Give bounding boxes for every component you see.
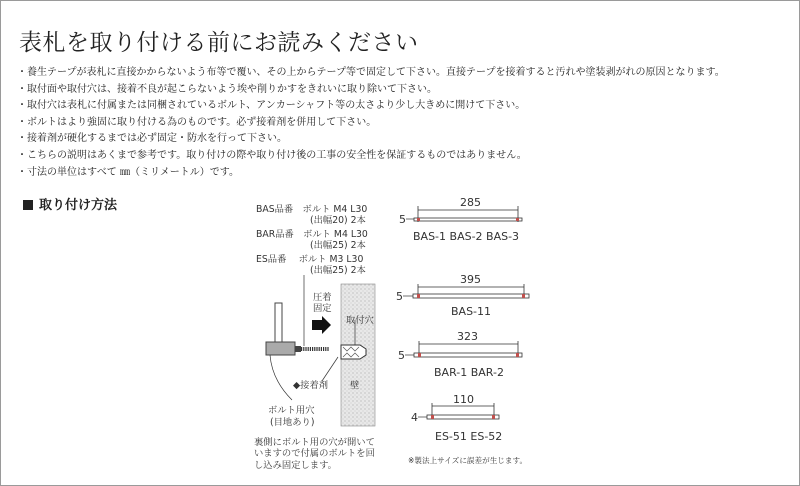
bolt-instruction-line: 裏側にボルト用の穴が開いて: [254, 437, 375, 448]
hole-marker: [431, 415, 434, 419]
bolt-hole-sublabel: (目地あり): [270, 417, 315, 428]
hole-marker: [418, 353, 421, 357]
page-title: 表札を取り付ける前にお読みください: [19, 30, 419, 56]
spec-bar-line1: BAR品番 ボルト M4 L30: [256, 229, 368, 240]
note-item: ・養生テープが表札に直接かからないよう布等で覆い、その上からテープ等で固定して下さい。直接テープを接着すると汚れや塗装剥がれの原因となります。: [17, 67, 725, 78]
fix-label: 固定: [313, 303, 332, 314]
manufacturing-note: ※製法上サイズに誤差が生じます。: [408, 456, 528, 465]
bolt-instruction-line: いますので付属のボルトを回: [254, 448, 375, 460]
model-label-bar: BAR-1 BAR-2: [434, 366, 504, 379]
offset-label-bas11: 5: [396, 290, 403, 303]
hole-marker: [522, 294, 525, 298]
note-item: ・取付穴は表札に付属または同梱されているボルト、アンカーシャフト等の太さより少し大きめに開けて下さい。: [17, 100, 526, 112]
plate-bas: [414, 218, 522, 221]
mount-hole-label: 取付穴: [346, 315, 374, 326]
bolt-hole-label: ボルト用穴: [268, 405, 315, 416]
note-item: ・寸法の単位はすべて ㎜（ミリメートル）です。: [17, 166, 239, 178]
model-label-es: ES-51 ES-52: [435, 430, 503, 443]
hole-marker: [492, 415, 495, 419]
section-heading-text: 取り付け方法: [39, 198, 118, 213]
width-label-110: 110: [453, 393, 474, 406]
offset-label-bas: 5: [399, 213, 406, 226]
offset-label-bar: 5: [398, 349, 405, 362]
width-label-285: 285: [460, 196, 481, 209]
bolt-instruction-line: し込み固定します。: [254, 459, 337, 471]
spec-es-line1: ES品番 ボルト M3 L30: [256, 254, 364, 265]
width-label-395: 395: [460, 273, 481, 286]
offset-label-es: 4: [411, 411, 418, 424]
plate-es: [427, 415, 499, 419]
spec-bar-line2: (出幅25) 2本: [310, 240, 366, 251]
hole-marker: [516, 218, 519, 221]
press-label: 圧着: [313, 292, 332, 303]
hole-marker: [417, 218, 420, 221]
hole-marker: [417, 294, 420, 298]
adhesive-label: ◆接着剤: [293, 380, 329, 391]
wall-label: 壁: [350, 380, 360, 391]
spec-bas-line1: BAS品番 ボルト M4 L30: [256, 204, 368, 215]
note-item: ・ボルトはより強固に取り付ける為のものです。必ず接着剤を併用して下さい。: [17, 116, 377, 128]
spec-es-line2: (出幅25) 2本: [310, 265, 366, 276]
plate-bas11: [413, 294, 529, 298]
note-item: ・取付面や取付穴は、接着不良が起こらないよう埃や削りかすをきれいに取り除いて下さい。: [17, 83, 437, 95]
model-label-bas11: BAS-11: [451, 305, 492, 318]
plate-bar: [414, 353, 522, 357]
note-item: ・接着剤が硬化するまでは必ず固定・防水を行って下さい。: [17, 133, 287, 145]
note-item: ・こちらの説明はあくまで参考です。取り付けの際や取り付け後の工事の安全性を保証するものではありません。: [17, 149, 527, 161]
hole-marker: [516, 353, 519, 357]
spec-bas-line2: (出幅20) 2本: [310, 215, 366, 226]
width-label-323: 323: [457, 330, 478, 343]
model-label-bas: BAS-1 BAS-2 BAS-3: [413, 230, 520, 243]
